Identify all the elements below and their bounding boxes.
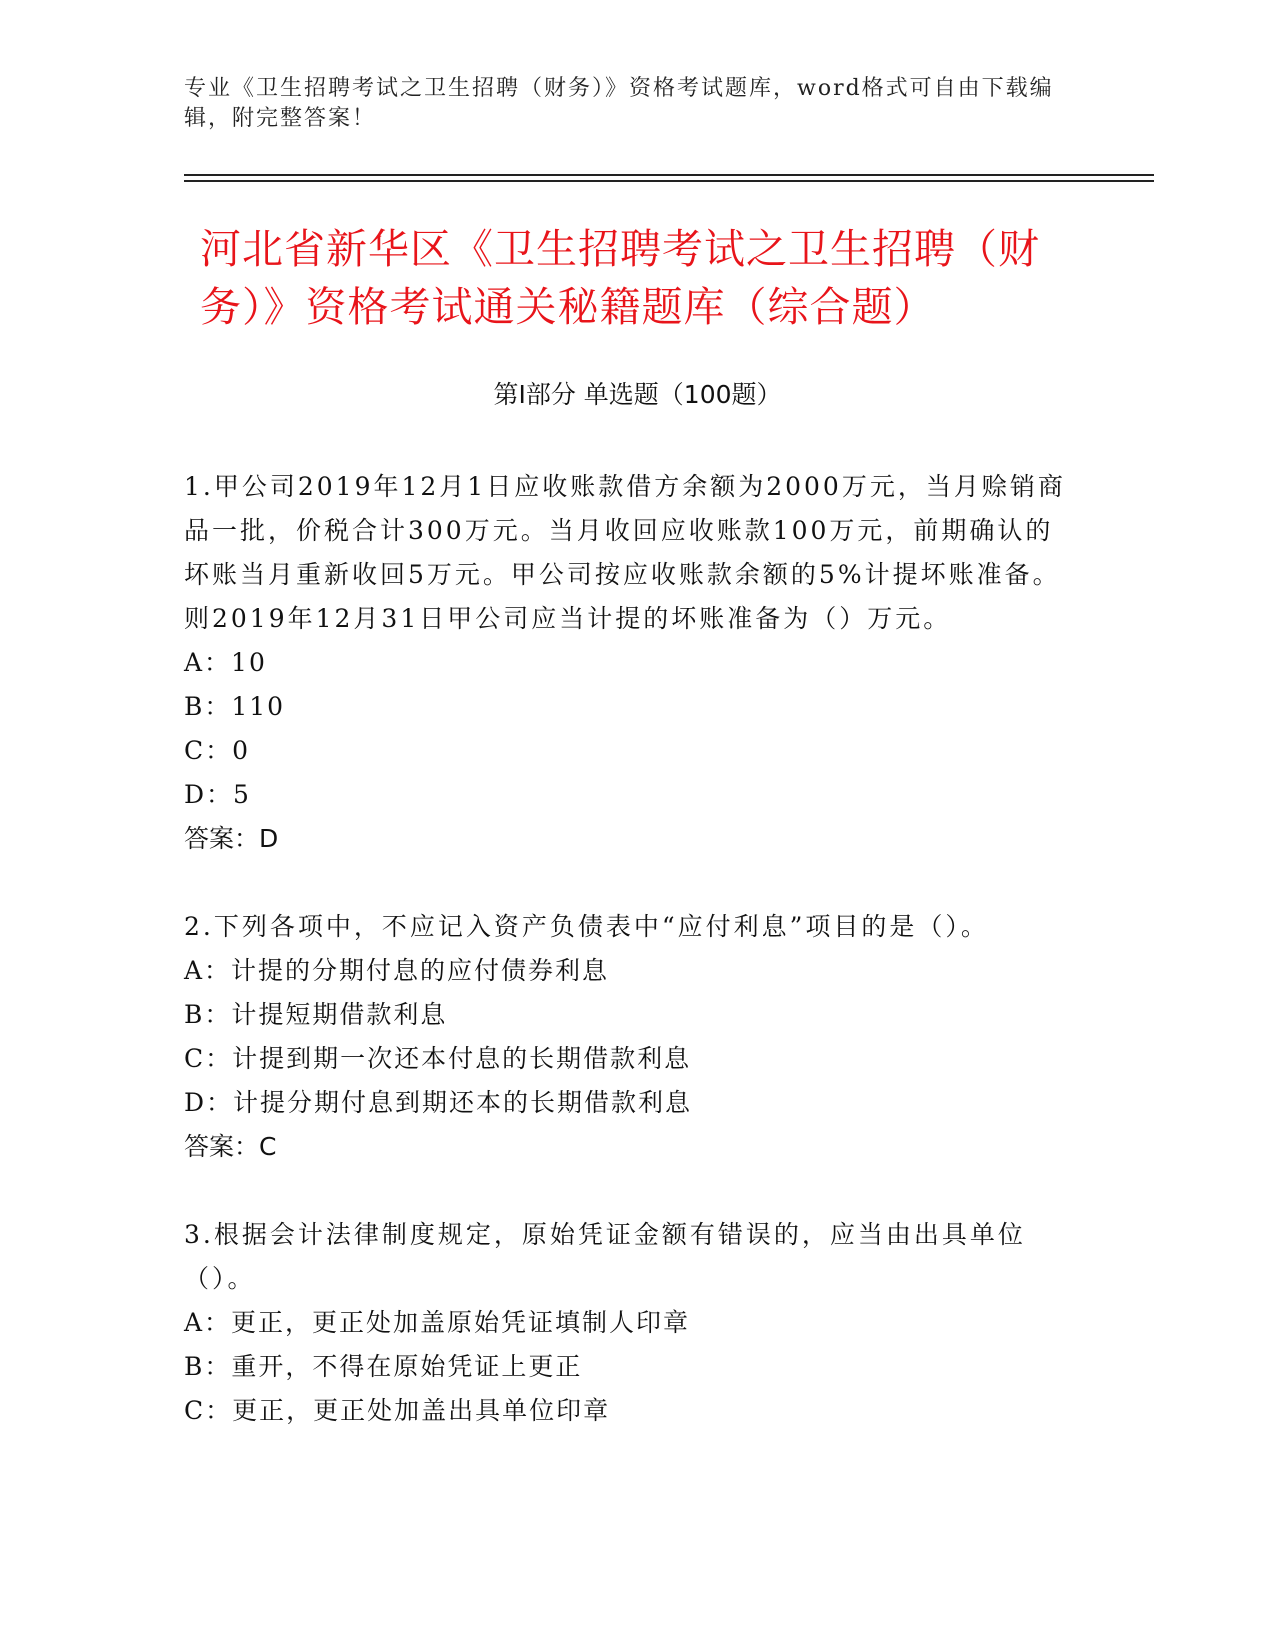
answer: 答案：C — [184, 1132, 277, 1161]
option-d: D：5 — [184, 780, 251, 809]
option-a: A：计提的分期付息的应付债券利息 — [184, 956, 610, 985]
question-stem: 2.下列各项中，不应记入资产负债表中“应付利息”项目的是（）。 — [184, 912, 989, 941]
option-a: A：更正，更正处加盖原始凭证填制人印章 — [184, 1308, 691, 1337]
option-b: B：计提短期借款利息 — [184, 1000, 448, 1029]
option-d: D：计提分期付息到期还本的长期借款利息 — [184, 1088, 693, 1117]
option-c: C：更正，更正处加盖出具单位印章 — [184, 1396, 611, 1425]
option-a: A：10 — [184, 648, 267, 677]
option-b: B：重开，不得在原始凭证上更正 — [184, 1352, 583, 1381]
question-stem: 3.根据会计法律制度规定，原始凭证金额有错误的，应当由出具单位（）。 — [184, 1220, 1026, 1293]
question-list — [184, 465, 1074, 1477]
question-stem: 1.甲公司2019年12月1日应收账款借方余额为2000万元，当月赊销商品一批，价税合计300万元。当月收回应收账款100万元，前期确认的坏账当月重新收回5万元。甲公司按应收账款余额的5%计提坏账准备。则2019年12月31日甲公司应当计提的坏账准备为（）万元。 — [184, 472, 1066, 633]
question-3 — [184, 1213, 1074, 1433]
answer: 答案：D — [184, 824, 279, 853]
option-c: C：0 — [184, 736, 251, 765]
section-title: 第Ⅰ部分 单选题（100题） — [493, 380, 782, 409]
question-1 — [184, 465, 1074, 861]
header-note: 专业《卫生招聘考试之卫生招聘（财务）》资格考试题库，word格式可自由下载编辑，附完整答案！ — [184, 76, 1054, 131]
header-divider — [184, 174, 1154, 182]
question-2 — [184, 905, 1074, 1169]
option-b: B：110 — [184, 692, 286, 721]
option-c: C：计提到期一次还本付息的长期借款利息 — [184, 1044, 692, 1073]
document-title: 河北省新华区《卫生招聘考试之卫生招聘（财务）》资格考试通关秘籍题库（综合题） — [200, 225, 1040, 331]
